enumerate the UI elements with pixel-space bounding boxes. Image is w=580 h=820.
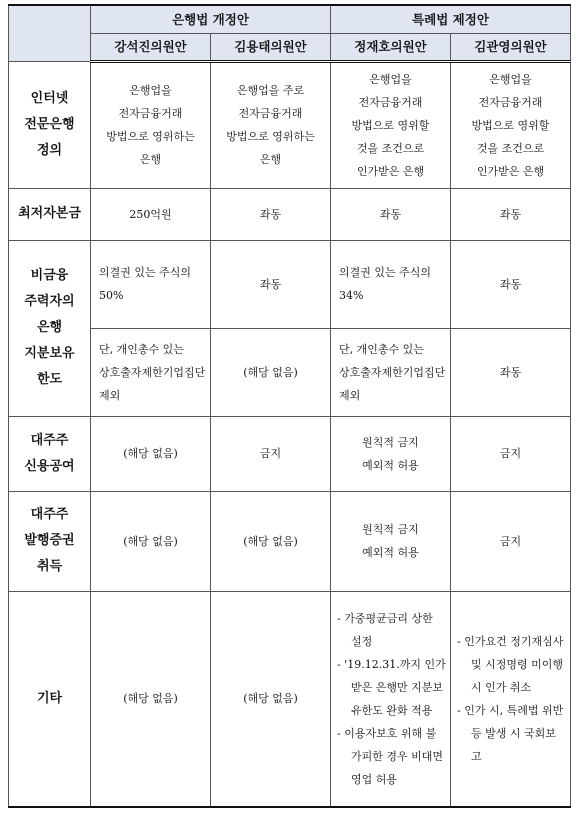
label-securities: 대주주 발행증권 취득 [9, 491, 91, 591]
label-credit: 대주주 신용공여 [9, 416, 91, 491]
header-group-bank-act: 은행법 개정안 [91, 5, 331, 33]
label-definition: 인터넷 전문은행 정의 [9, 61, 91, 188]
header-group-special-act: 특례법 제정안 [331, 5, 571, 33]
securities-col-4: 금지 [451, 491, 571, 591]
row-ownership-b [9, 328, 571, 416]
header-row-groups [9, 5, 571, 33]
securities-col-1: (해당 없음) [91, 491, 211, 591]
header-col-1: 강석진의원안 [91, 33, 211, 61]
ownership-b-col-1: 단, 개인총수 있는 상호출자제한기업집단 제외 [91, 328, 211, 416]
ownership-a-col-2: 좌동 [211, 240, 331, 328]
ownership-b-col-2: (해당 없음) [211, 328, 331, 416]
label-etc: 기타 [9, 591, 91, 807]
definition-col-1: 은행업을 전자금융거래 방법으로 영위하는 은행 [91, 61, 211, 188]
credit-col-4: 금지 [451, 416, 571, 491]
capital-col-4: 좌동 [451, 188, 571, 240]
row-securities [9, 491, 571, 591]
securities-col-3: 원칙적 금지 예외적 허용 [331, 491, 451, 591]
header-row-proposals [9, 33, 571, 61]
credit-col-3: 원칙적 금지 예외적 허용 [331, 416, 451, 491]
etc-col-1: (해당 없음) [91, 591, 211, 807]
etc-col-3-item: - 가중평균금리 상한 설정 [337, 611, 433, 648]
etc-col-4 [451, 591, 571, 807]
securities-col-2: (해당 없음) [211, 491, 331, 591]
ownership-b-col-4: 좌동 [451, 328, 571, 416]
row-ownership-a [9, 240, 571, 328]
capital-col-3: 좌동 [331, 188, 451, 240]
label-ownership: 비금융 주력자의 은행 지분보유 한도 [9, 240, 91, 416]
definition-col-3: 은행업을 전자금융거래 방법으로 영위할 것을 조건으로 인가받은 은행 [331, 61, 451, 188]
header-col-2: 김용태의원안 [211, 33, 331, 61]
capital-col-1: 250억원 [91, 188, 211, 240]
header-col-4: 김관영의원안 [451, 33, 571, 61]
ownership-a-col-4: 좌동 [451, 240, 571, 328]
etc-col-4-item: - 인가요건 정기재심사 및 시정명령 미이행 시 인가 취소 [457, 634, 564, 694]
etc-col-3 [331, 591, 451, 807]
comparison-table-wrapper [8, 4, 570, 808]
row-etc [9, 591, 571, 807]
row-capital [9, 188, 571, 240]
etc-col-2: (해당 없음) [211, 591, 331, 807]
credit-col-1: (해당 없음) [91, 416, 211, 491]
label-capital: 최저자본금 [9, 188, 91, 240]
comparison-table [8, 4, 571, 808]
row-definition [9, 61, 571, 188]
definition-col-2: 은행업을 주로 전자금융거래 방법으로 영위하는 은행 [211, 61, 331, 188]
ownership-a-col-3: 의결권 있는 주식의 34% [331, 240, 451, 328]
row-credit [9, 416, 571, 491]
credit-col-2: 금지 [211, 416, 331, 491]
header-corner [9, 5, 91, 61]
ownership-a-col-1: 의결권 있는 주식의 50% [91, 240, 211, 328]
capital-col-2: 좌동 [211, 188, 331, 240]
etc-col-3-item: - 이용자보호 위해 불가피한 경우 비대면영업 허용 [337, 726, 444, 786]
ownership-b-col-3: 단, 개인총수 있는 상호출자제한기업집단 제외 [331, 328, 451, 416]
definition-col-4: 은행업을 전자금융거래 방법으로 영위할 것을 조건으로 인가받은 은행 [451, 61, 571, 188]
header-col-3: 정재호의원안 [331, 33, 451, 61]
etc-col-3-item: - '19.12.31.까지 인가받은 은행만 지분보유한도 완화 적용 [337, 657, 446, 717]
etc-col-4-item: - 인가 시, 특례법 위반 등 발생 시 국회보고 [457, 703, 564, 763]
